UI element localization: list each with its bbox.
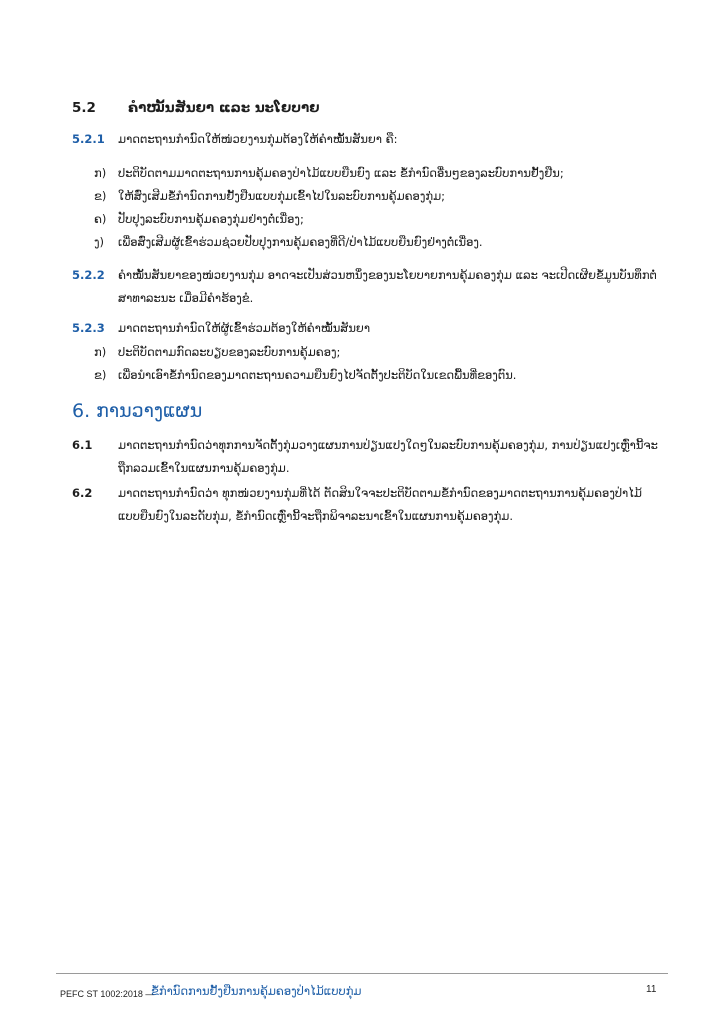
list-item-label: ຂ) bbox=[94, 368, 107, 382]
list-item-text: ປະຕິບັດຕາມກົດລະບຽບຂອງລະບົບການຄຸ້ມຄອງ; bbox=[118, 345, 341, 359]
clause-text: ຄຳໝັ້ນສັນຍາຂອງໜ່ວຍງານກຸ່ມ ອາດຈະເປັນສ່ວນຫນຶ່ງຂອງນະໂຍບາຍການຄຸ້ມຄອງກຸ່ມ ແລະ ຈະເປີດເຜີຍຂໍ້ມູນບັນທຶກຕໍ່ສາທາລະນະ ເມື່ອມີຄຳຮ້ອງຂໍ. bbox=[118, 268, 657, 305]
list-item-text: ເພື່ອສົ່ງເສີມຜູ້ເຂົ້າຮ່ວມຊ່ວຍປັບປຸງການຄຸ້ມຄອງທີ່ດີ/ປ່າໄມ້ແບບຍືນຍົງຢ່າງຕໍ່ເນື່ອງ. bbox=[118, 235, 483, 249]
list-item-label: ງ) bbox=[94, 235, 105, 249]
clause-5-2-1-list bbox=[94, 162, 664, 254]
clause-text: ມາດຕະຖານກຳນົດວ່າ ທຸກໜ່ວຍງານກຸ່ມທີ່ໄດ້ ຕັດສິນໃຈຈະປະຕິບັດຕາມຂໍ້ກຳນົດຂອງມາດຕະຖານການຄຸ້ມຄອງປ່າໄມ້ແບບຍືນຍົງໃນລະດັບກຸ່ມ, ຂໍ້ກຳນົດເຫຼົ່ານີ້ຈະຖືກພິຈາລະນາເຂົ້າໃນແຜນການຄຸ້ມຄອງກຸ່ມ. bbox=[118, 486, 642, 523]
list-item-text: ເພື່ອນຳເອົາຂໍ້ກຳນົດຂອງມາດຕະຖານຄວາມຍືນຍົງໄປຈັດຕັ້ງປະຕິບັດໃນເຂດພື້ນທີ່ຂອງຕົນ. bbox=[118, 368, 517, 382]
clause-5-2-1 bbox=[72, 129, 662, 149]
list-item bbox=[94, 231, 664, 254]
list-item-text: ປັບປຸງລະບົບການຄຸ້ມຄອງກຸ່ມຢ່າງຕໍ່ເນື່ອງ; bbox=[118, 212, 304, 226]
section-number: 5.2 bbox=[72, 100, 96, 116]
clause-5-2-3-list bbox=[94, 341, 664, 387]
list-item bbox=[94, 364, 664, 387]
list-item bbox=[94, 185, 664, 208]
section-title: ການວາງແຜນ bbox=[96, 400, 203, 422]
list-item bbox=[94, 341, 664, 364]
section-number: 6. bbox=[72, 400, 91, 422]
clause-6-2 bbox=[72, 482, 662, 528]
list-item bbox=[94, 208, 664, 231]
clause-5-2-3 bbox=[72, 318, 662, 338]
list-item-label: ກ) bbox=[94, 345, 107, 359]
footer-standard-code: PEFC ST 1002:2018 — bbox=[60, 989, 155, 999]
list-item-label: ຄ) bbox=[94, 212, 107, 226]
clause-6-1 bbox=[72, 434, 662, 480]
page-number: 11 bbox=[646, 984, 657, 995]
list-item-text: ປະຕິບັດຕາມມາດຕະຖານການຄຸ້ມຄອງປ່າໄມ້ແບບຍືນຍົງ ແລະ ຂໍ້ກຳນົດອື່ນໆຂອງລະບົບການຢັ້ງຢືນ; bbox=[118, 166, 564, 180]
section-heading-5-2 bbox=[72, 100, 320, 116]
clause-number: 5.2.3 bbox=[72, 321, 105, 335]
list-item-label: ຂ) bbox=[94, 189, 107, 203]
clause-text: ມາດຕະຖານກຳນົດໃຫ້ໜ່ວຍງານກຸ່ມຕ້ອງໃຫ້ຄຳໝັ້ນສັນຍາ ຄື: bbox=[118, 132, 398, 146]
clause-number: 6.2 bbox=[72, 486, 93, 500]
section-title: ຄຳໝັ້ນສັນຍາ ແລະ ນະໂຍບາຍ bbox=[128, 100, 320, 116]
list-item-text: ໃຫ້ສົ່ງເສີມຂໍ້ກຳນົດການຢັ້ງຢືນແບບກຸ່ມເຂົ້າໄປໃນລະບົບການຄຸ້ມຄອງກຸ່ມ; bbox=[118, 189, 446, 203]
list-item bbox=[94, 162, 664, 185]
clause-text: ມາດຕະຖານກຳນົດວ່າທຸກການຈັດຕັ້ງກຸ່ມວາງແຜນການປ່ຽນແປງໃດໆໃນລະບົບການຄຸ້ມຄອງກຸ່ມ, ການປ່ຽນແປງເຫຼົ່ານີ້ຈະຖືກລວມເຂົ້າໃນແຜນການຄຸ້ມຄອງກຸ່ມ. bbox=[118, 438, 658, 475]
clause-number: 6.1 bbox=[72, 438, 93, 452]
section-heading-6 bbox=[72, 400, 202, 422]
clause-number: 5.2.1 bbox=[72, 132, 105, 146]
clause-text: ມາດຕະຖານກຳນົດໃຫ້ຜູ້ເຂົ້າຮ່ວມຕ້ອງໃຫ້ຄຳໝັ້ນສັນຍາ bbox=[118, 321, 371, 335]
footer-divider bbox=[56, 973, 668, 974]
clause-5-2-2 bbox=[72, 264, 662, 310]
footer-title: ຂໍ້ກຳນົດການຢັ້ງຢືນການຄຸ້ມຄອງປ່າໄມ້ແບບກຸ່ມ bbox=[151, 984, 362, 998]
clause-number: 5.2.2 bbox=[72, 268, 105, 282]
list-item-label: ກ) bbox=[94, 166, 107, 180]
